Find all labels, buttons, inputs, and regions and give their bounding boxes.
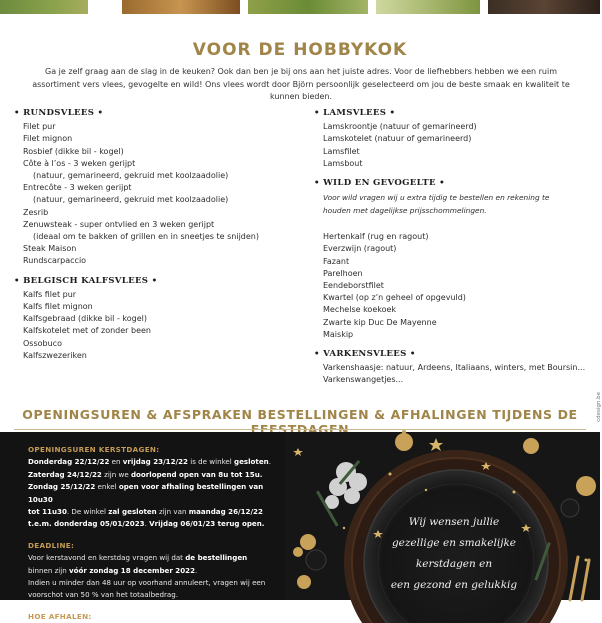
wild-note: houden met dagelijkse prijsschommelingen. [323, 206, 487, 216]
list-item: Parelhoen [323, 268, 363, 278]
list-item: Lamsfilet [323, 146, 360, 156]
deadline-line: Voor kerstavond en kerstdag vragen wij dat de bestellingen [28, 553, 248, 563]
list-item: Kalfszwezeriken [23, 350, 87, 360]
list-item: Lamsbout [323, 158, 363, 168]
greeting-line: gezellige en smakelijke [391, 537, 517, 549]
list-item: Kwartel (op z’n geheel of opgevuld) [323, 293, 466, 303]
hobbykok-title: VOOR DE HOBBYKOK [192, 40, 408, 60]
list-item: Kalfskotelet met of zonder been [23, 326, 151, 336]
greeting-line: een gezond en gelukkig [390, 579, 518, 591]
list-item: Varkenswangetjes... [323, 375, 404, 385]
list-item: Varkenshaasje: natuur, Ardeens, Italiaans, winters, met Boursin... [323, 363, 586, 373]
cow-photo [488, 0, 600, 14]
left-column [14, 107, 294, 362]
hours-line: t.e.m. donderdag 05/01/2023. Vrijdag 06/01/23 terug open. [28, 519, 265, 529]
list-item: Lamskotelet (natuur of gemarineerd) [323, 134, 472, 144]
greeting-line: kerstdagen en [415, 558, 493, 570]
meadow-photo [0, 0, 88, 14]
hours-line: Donderdag 22/12/22 en vrijdag 23/12/22 is de winkel gesloten. [28, 457, 271, 467]
list-item: Zwarte kip Duc De Mayenne [323, 317, 437, 327]
hours-line: Zondag 25/12/22 enkel open voor afhaling bestellingen van 10u30 [28, 482, 264, 504]
list-item-note: (natuur, gemarineerd, gekruid met koolzaadolie) [33, 171, 229, 181]
wild-note: Voor wild vragen wij u extra tijdig te bestellen en rekening te [323, 193, 550, 203]
list-item: Zesrib [23, 207, 49, 217]
openingsuren-title: OPENINGSUREN & AFSPRAKEN BESTELLINGEN & AFHALINGEN TIJDENS DE [22, 407, 578, 422]
list-item: Maiskip [323, 329, 354, 339]
field-photo [376, 0, 480, 14]
hours-line: Zaterdag 24/12/22 zijn we doorlopend open van 8u tot 15u. [28, 469, 263, 479]
divider [14, 429, 586, 430]
list-item: Kalfs filet pur [23, 289, 77, 299]
list-item: Zenuwsteak - super ontvlied en 3 weken gerijpt [23, 219, 215, 229]
kalfsvlees-heading: • BELGISCH KALFSVLEES • [14, 275, 158, 286]
intro-paragraph: Ga je zelf graag aan de slag in de keuken? Ook dan ben je bij ons aan het juiste adres. Voor de liefhebbers hebben we een ruim assortiment vers vlees, gevogelte en wild! Ons vlees wordt door Björn persoonlijk geselecteerd om jou de beste smaak en kwaliteit te kunnen bieden. [32, 67, 570, 101]
list-item: Mechelse koekoek [323, 305, 397, 315]
photo-strip [0, 0, 600, 14]
list-item-note: (ideaal om te bakken of grillen en in sneetjes te snijden) [33, 232, 259, 242]
deadline-heading: DEADLINE: [28, 540, 75, 550]
list-item: Fazant [323, 256, 350, 266]
deadline-line: Indien u minder dan 48 uur op voorhand annuleert, vragen wij een [28, 578, 266, 588]
greeting-line: Wij wensen jullie [408, 516, 500, 528]
right-column [314, 107, 586, 387]
list-item: Everzwijn (ragout) [323, 244, 397, 254]
list-item: Filet pur [23, 122, 56, 132]
list-item: Entrecôte - 3 weken gerijpt [23, 183, 132, 193]
kerst-heading: OPENINGSUREN KERSTDAGEN: [28, 445, 160, 454]
designer-credit: cdesign.be [596, 392, 602, 422]
list-item: Eendeborstfilet [323, 281, 384, 291]
wild-heading: • WILD EN GEVOGELTE • [314, 178, 445, 189]
greeting-card-text [372, 512, 536, 596]
afhalen-heading: HOE AFHALEN: [28, 611, 92, 621]
hours-line: tot 11u30. De winkel zal gesloten zijn van maandag 26/12/22 [28, 507, 263, 517]
list-item: Filet mignon [23, 134, 73, 144]
varkensvlees-heading: • VARKENSVLEES • [314, 349, 416, 360]
list-item: Rundscarpaccio [23, 256, 87, 266]
pasture-photo [248, 0, 368, 14]
deadline-line: binnen zijn vóór zondag 18 december 2022. [28, 565, 198, 575]
deadline-line: voorschot van 50 % van het totaalbedrag. [28, 590, 178, 600]
list-item: Ossobuco [23, 338, 62, 348]
list-item: Kalfs filet mignon [23, 302, 93, 312]
lamsvlees-heading: • LAMSVLEES • [314, 108, 396, 118]
list-item: Hertenkalf (rug en ragout) [323, 232, 429, 242]
rundsvlees-heading: • RUNDSVLEES • [14, 108, 104, 118]
list-item-note: (natuur, gemarineerd, gekruid met koolzaadolie) [33, 195, 229, 205]
list-item: Côte à l’os - 3 weken gerijpt [23, 158, 136, 168]
cattle-photo [122, 0, 240, 14]
opening-hours-text [28, 444, 286, 623]
list-item: Kalfsgebraad (dikke bil - kogel) [23, 314, 147, 324]
list-item: Rosbief (dikke bil - kogel) [23, 146, 124, 156]
list-item: Lamskroontje (natuur of gemarineerd) [323, 122, 477, 132]
list-item: Steak Maison [23, 244, 77, 254]
